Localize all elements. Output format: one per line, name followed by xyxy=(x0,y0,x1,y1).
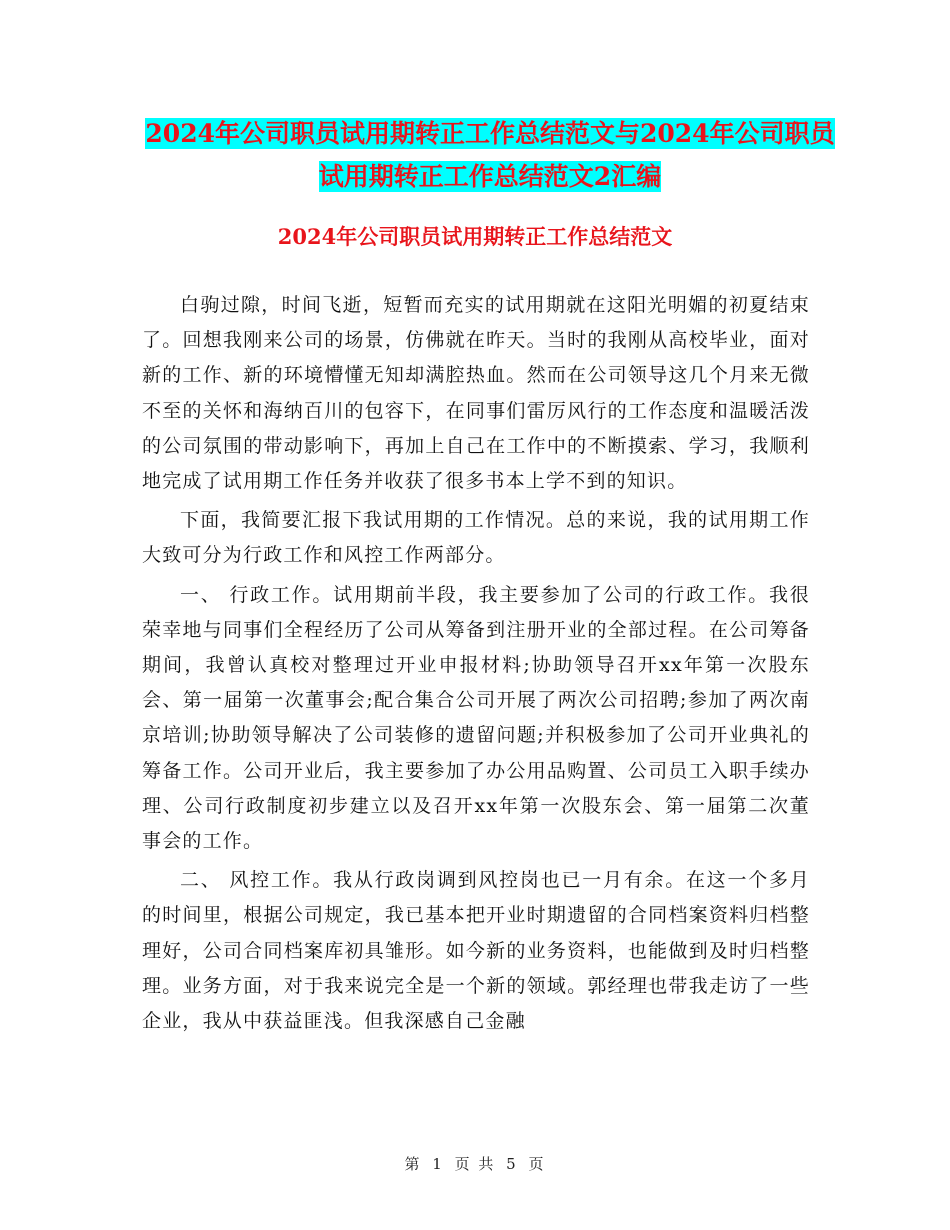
section-title: 2024年公司职员试用期转正工作总结范文 xyxy=(277,224,673,249)
footer-page-number: 1 xyxy=(432,1155,444,1173)
paragraph-4: 二、 风控工作。我从行政岗调到风控岗也已一月有余。在这一个多月的时间里，根据公司规定，我已基本把开业时期遗留的合同档案资料归档整理好，公司合同档案库初具雏形。如今新的业务资料，也能做到及时归档整理。业务方面，对于我来说完全是一个新的领域。郭经理也带我走访了一些企业，我从中获益匪浅。但我深感自己金融 xyxy=(142,869,810,1033)
document-title-text: 2024年公司职员试用期转正工作总结范文与2024年公司职员试用期转正工作总结范文2汇编 xyxy=(145,119,835,191)
document-body xyxy=(142,288,810,1043)
paragraph-1: 白驹过隙，时间飞逝，短暂而充实的试用期就在这阳光明媚的初夏结束了。回想我刚来公司的场景，仿佛就在昨天。当时的我刚从高校毕业，面对新的工作、新的环境懵懂无知却满腔热血。然而在公司领导这几个月来无微不至的关怀和海纳百川的包容下，在同事们雷厉风行的工作态度和温暖活泼的公司氛围的带动影响下，再加上自己在工作中的不断摸索、学习，我顺利地完成了试用期工作任务并收获了很多书本上学不到的知识。 xyxy=(142,294,810,493)
footer-total-pages: 5 xyxy=(506,1155,518,1173)
document-title xyxy=(140,112,840,198)
footer-middle: 页 共 xyxy=(454,1155,496,1173)
paragraph-2: 下面，我简要汇报下我试用期的工作情况。总的来说，我的试用期工作大致可分为行政工作和风控工作两部分。 xyxy=(142,509,810,567)
footer-suffix: 页 xyxy=(528,1155,546,1173)
paragraph-3: 一、 行政工作。试用期前半段，我主要参加了公司的行政工作。我很荣幸地与同事们全程经历了公司从筹备到注册开业的全部过程。在公司筹备期间，我曾认真校对整理过开业申报材料;协助领导召开xx年第一次股东会、第一届第一次董事会;配合集合公司开展了两次公司招聘;参加了两次南京培训;协助领导解决了公司装修的遗留问题;并积极参加了公司开业典礼的筹备工作。公司开业后，我主要参加了办公用品购置、公司员工入职手续办理、公司行政制度初步建立以及召开xx年第一次股东会、第一届第二次董事会的工作。 xyxy=(142,583,810,853)
footer-prefix: 第 xyxy=(404,1155,422,1173)
page-footer xyxy=(0,1154,950,1174)
